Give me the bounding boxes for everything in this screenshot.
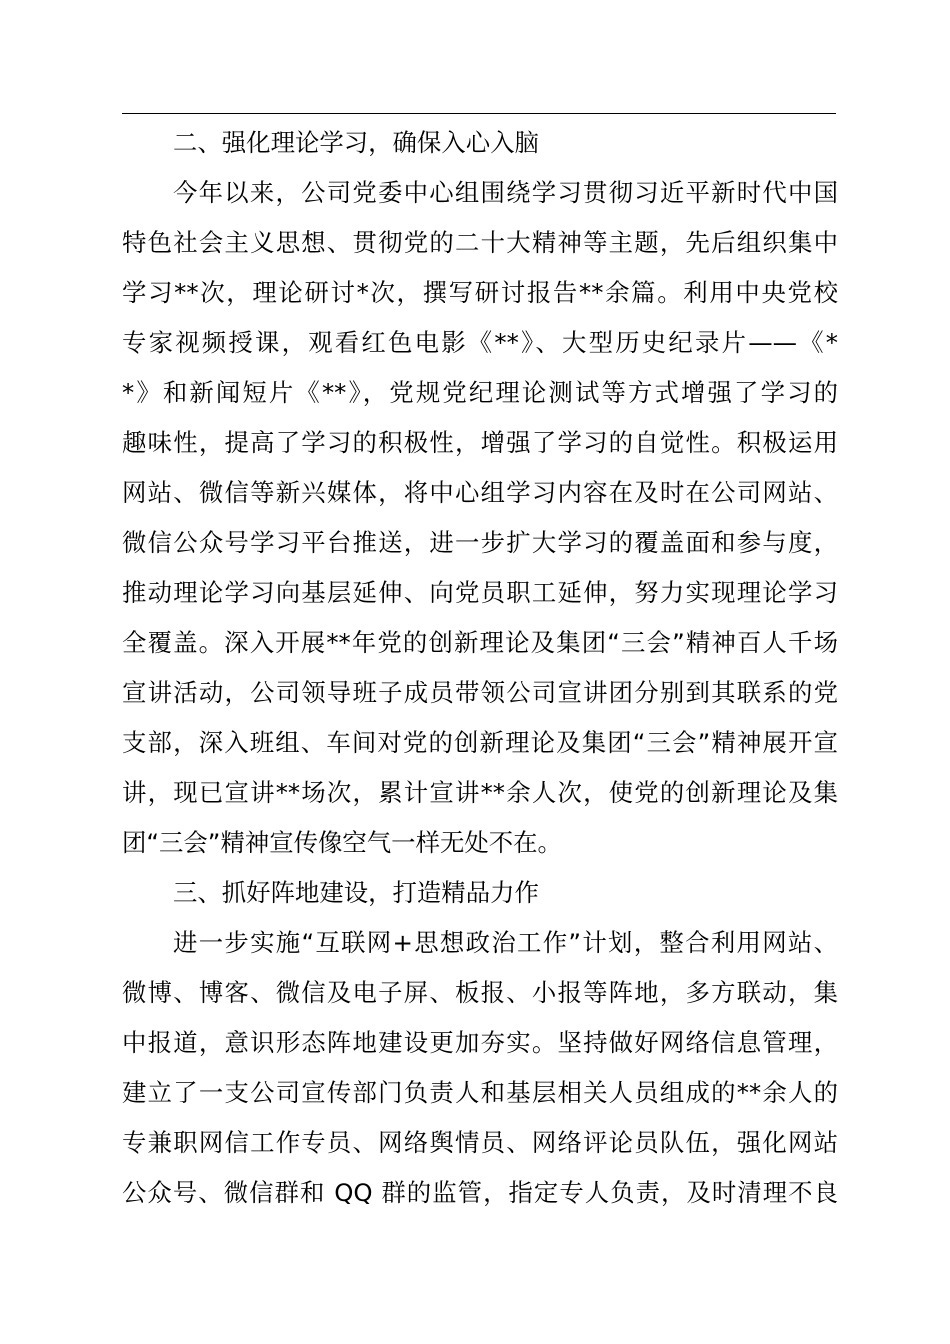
- paragraph-line: 趣味性，提高了学习的积极性，增强了学习的自觉性。积极运用: [122, 428, 838, 457]
- header-rule: [122, 113, 836, 114]
- paragraph-line: 微博、博客、微信及电子屏、板报、小报等阵地，多方联动，集: [122, 978, 838, 1007]
- paragraph-line: 讲，现已宣讲**场次，累计宣讲**余人次，使党的创新理论及集: [122, 778, 838, 807]
- paragraph-line: 全覆盖。深入开展**年党的创新理论及集团“三会”精神百人千场: [122, 628, 838, 657]
- paragraph-line: 支部，深入班组、车间对党的创新理论及集团“三会”精神展开宣: [122, 728, 838, 757]
- paragraph-line: 微信公众号学习平台推送，进一步扩大学习的覆盖面和参与度，: [122, 528, 838, 557]
- paragraph-line: 专家视频授课，观看红色电影《**》、大型历史纪录片——《*: [122, 328, 838, 357]
- paragraph-line: 今年以来，公司党委中心组围绕学习贯彻习近平新时代中国: [173, 178, 838, 207]
- paragraph-line: 建立了一支公司宣传部门负责人和基层相关人员组成的**余人的: [122, 1078, 838, 1107]
- paragraph-line: 宣讲活动，公司领导班子成员带领公司宣讲团分别到其联系的党: [122, 678, 838, 707]
- paragraph-line: *》和新闻短片《**》，党规党纪理论测试等方式增强了学习的: [122, 378, 838, 407]
- paragraph-line: 推动理论学习向基层延伸、向党员职工延伸，努力实现理论学习: [122, 578, 838, 607]
- paragraph-line: 公众号、微信群和 QQ 群的监管，指定专人负责，及时清理不良: [122, 1178, 838, 1207]
- section-heading-2: 二、强化理论学习，确保入心入脑: [173, 128, 539, 157]
- paragraph-line: 学习**次，理论研讨*次，撰写研讨报告**余篇。利用中央党校: [122, 278, 838, 307]
- paragraph-line: 专兼职网信工作专员、网络舆情员、网络评论员队伍，强化网站: [122, 1128, 838, 1157]
- section-heading-3: 三、抓好阵地建设，打造精品力作: [173, 878, 539, 907]
- paragraph-line: 网站、微信等新兴媒体，将中心组学习内容在及时在公司网站、: [122, 478, 838, 507]
- paragraph-line: 团“三会”精神宣传像空气一样无处不在。: [122, 828, 562, 857]
- paragraph-line: 进一步实施“互联网+思想政治工作”计划，整合利用网站、: [173, 928, 838, 957]
- paragraph-line: 特色社会主义思想、贯彻党的二十大精神等主题，先后组织集中: [122, 228, 838, 257]
- document-body: [122, 118, 838, 1218]
- paragraph-line: 中报道，意识形态阵地建设更加夯实。坚持做好网络信息管理，: [122, 1028, 838, 1057]
